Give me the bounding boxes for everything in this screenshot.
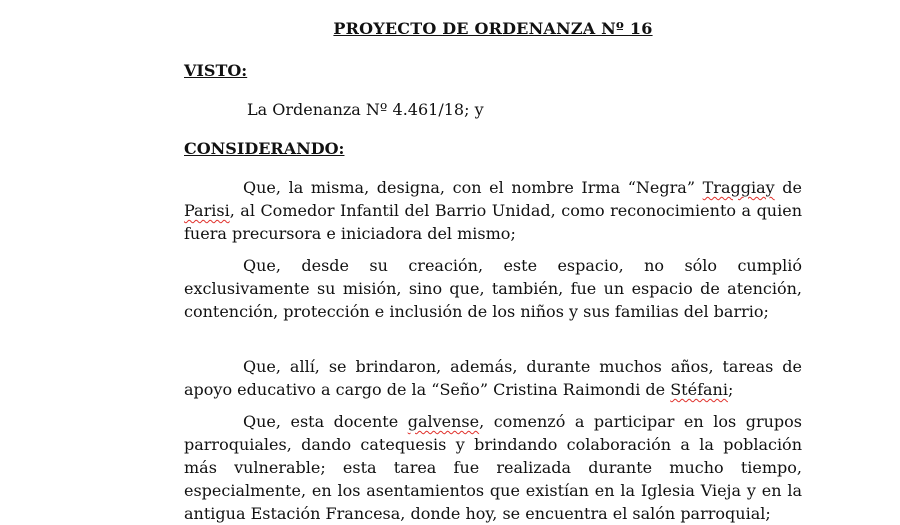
- considerando-heading: CONSIDERANDO:: [184, 139, 345, 158]
- paragraph-1-text-a: Que, la misma, designa, con el nombre Irma “Negra”: [243, 178, 703, 197]
- paragraph-1: [184, 176, 802, 245]
- paragraph-4-text-c: , comenzó a participar en los grupos parroquiales, dando catequesis y brindando colaboración a la población más vulnerable; esta tarea fue realizada durante mucho tiempo, especialmente, en los asentamientos que existían en la Iglesia Vieja y en la antigua Estación Francesa, donde hoy, se encuentra el salón parroquial;: [184, 412, 802, 523]
- paragraph-3-text-c: ;: [727, 380, 734, 399]
- paragraph-1-text-e: , al Comedor Infantil del Barrio Unidad, como reconocimiento a quien fuera precursora e iniciadora del mismo;: [184, 201, 802, 243]
- paragraph-4-text-a: Que, esta docente: [243, 412, 408, 431]
- paragraph-3-text-a: Que, allí, se brindaron, además, durante muchos años, tareas de apoyo educativo a cargo de la “Seño” Cristina Raimondi de: [184, 357, 802, 399]
- misspelled-word: Stéfani: [670, 380, 728, 399]
- paragraph-4: [184, 410, 802, 525]
- misspelled-word: Traggiay: [702, 178, 775, 197]
- document-title: PROYECTO DE ORDENANZA Nº 16: [333, 19, 653, 38]
- paragraph-3: [184, 355, 802, 401]
- misspelled-word: galvense: [407, 412, 480, 431]
- paragraph-2: Que, desde su creación, este espacio, no sólo cumplió exclusivamente su misión, sino que, también, fue un espacio de atención, contención, protección e inclusión de los niños y sus familias del barrio;: [184, 256, 802, 321]
- visto-heading: VISTO:: [184, 61, 248, 80]
- misspelled-word: Parisi: [184, 201, 230, 220]
- visto-text: La Ordenanza Nº 4.461/18; y: [247, 100, 484, 119]
- paragraph-1-text-c: de: [774, 178, 803, 197]
